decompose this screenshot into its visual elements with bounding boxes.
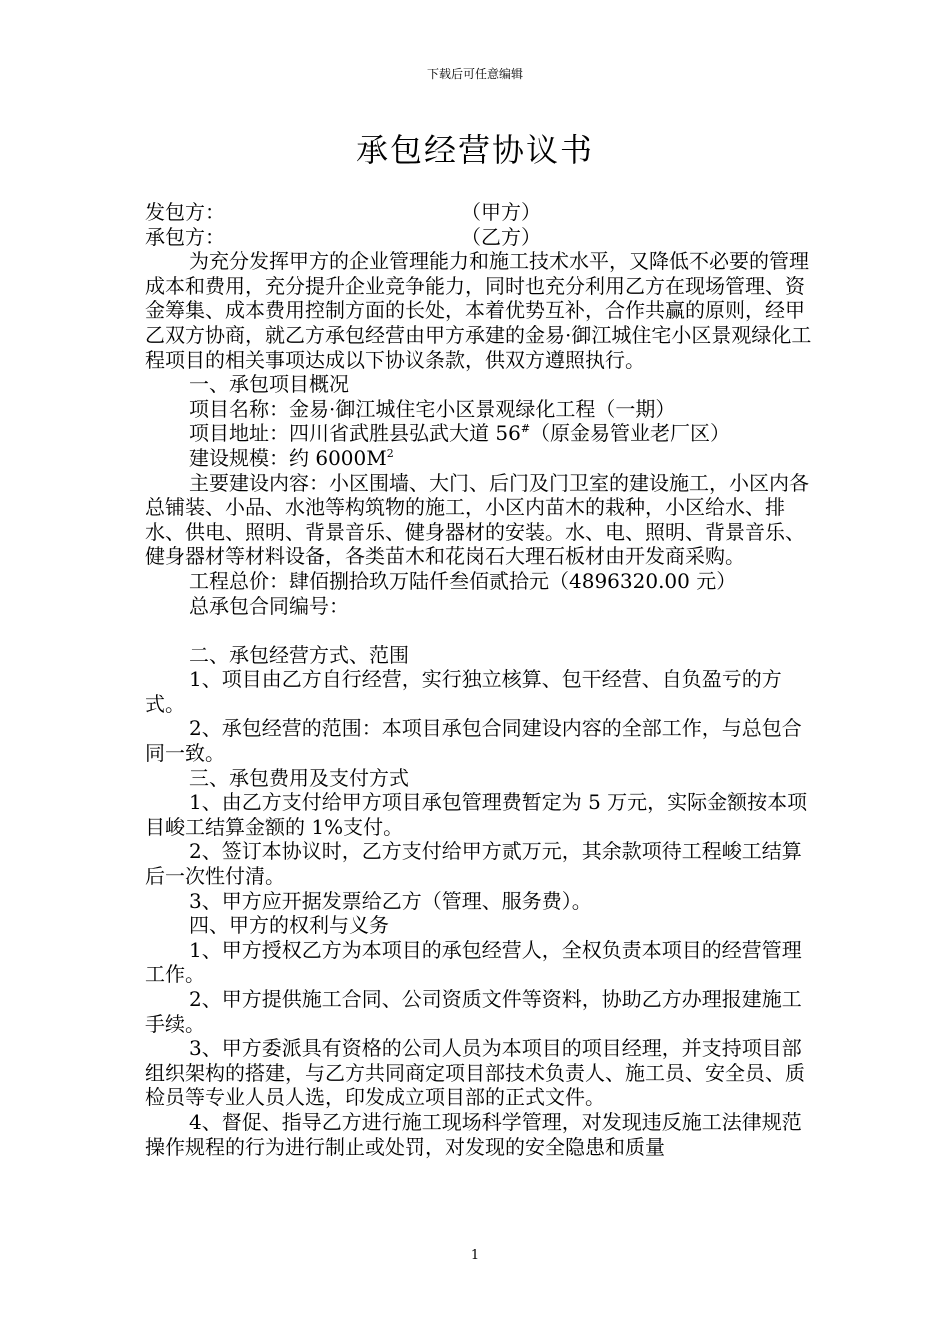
clause-paragraph: 1、由乙方支付给甲方项目承包管理费暂定为 5 万元，实际金额按本项目峻工结算金额的 1%支付。 xyxy=(145,790,808,839)
project-scale xyxy=(145,446,815,471)
section-heading-2: 二、承包经营方式、范围 xyxy=(189,642,409,667)
scale-superscript: 2 xyxy=(386,446,394,460)
clause-paragraph: 3、甲方应开据发票给乙方（管理、服务费）。 xyxy=(189,888,592,913)
party-row-contractor xyxy=(145,225,815,250)
section-heading-1: 一、承包项目概况 xyxy=(189,372,349,397)
page-header: 下载后可任意编辑 xyxy=(426,67,523,81)
page-number: 1 xyxy=(470,1248,480,1263)
clause-paragraph: 3、甲方委派具有资格的公司人员为本项目的项目经理，并支持项目部组织架构的搭建，与乙方共同商定项目部技术负责人、施工员、安全员、质检员等专业人员人选，印发成立项目部的正式文件。 xyxy=(145,1036,805,1110)
intro-paragraph: 为充分发挥甲方的企业管理能力和施工技术水平，又降低不必要的管理成本和费用，充分提升企业竞争能力，同时也充分利用乙方在现场管理、资金筹集、成本费用控制方面的长处，本着优势互补，合作共赢的原则，经甲乙双方协商，就乙方承包经营由甲方承建的金易·御江城住宅小区景观绿化工程项目的相关事项达成以下协议条款，供双方遵照执行。 xyxy=(145,249,812,372)
section-heading-4: 四、甲方的权利与义务 xyxy=(189,913,389,938)
clause-paragraph: 1、甲方授权乙方为本项目的承包经营人，全权负责本项目的经营管理工作。 xyxy=(145,937,802,987)
party-value: （乙方） xyxy=(461,224,541,249)
project-name: 项目名称：金易·御江城住宅小区景观绿化工程（一期） xyxy=(189,396,676,421)
party-value: （甲方） xyxy=(461,200,541,224)
contract-number: 总承包合同编号： xyxy=(189,593,349,618)
document-title: 承包经营协议书 xyxy=(355,131,594,169)
section-heading-3: 三、承包费用及支付方式 xyxy=(189,765,409,790)
address-text: 项目地址：四川省武胜县弘武大道 56 xyxy=(189,421,521,446)
blank-line xyxy=(145,618,815,643)
project-address xyxy=(145,421,815,446)
address-superscript: # xyxy=(520,422,531,436)
party-label: 承包方： xyxy=(145,224,225,249)
clause-paragraph: 4、督促、指导乙方进行施工现场科学管理，对发现违反施工法律规范操作规程的行为进行制止或处罚，对发现的安全隐患和质量 xyxy=(145,1109,802,1159)
party-row-employer xyxy=(145,200,815,225)
project-content: 主要建设内容：小区围墙、大门、后门及门卫室的建设施工，小区内各总铺装、小品、水池等构筑物的施工，小区内苗木的栽种，小区给水、排水、供电、照明、背景音乐、健身器材的安装。水、电、照明、背景音乐、健身器材等材料设备，各类苗木和花岗石大理石板材由开发商采购。 xyxy=(145,470,809,569)
clause-paragraph: 2、甲方提供施工合同、公司资质文件等资料，协助乙方办理报建施工手续。 xyxy=(145,987,802,1036)
clause-paragraph: 2、承包经营的范围：本项目承包合同建设内容的全部工作，与总包合同一致。 xyxy=(145,716,802,766)
party-label: 发包方： xyxy=(145,200,225,224)
project-price: 工程总价：肆佰捌拾玖万陆仟叁佰贰拾元（4896320.00 元） xyxy=(189,568,737,593)
document-body xyxy=(145,200,815,1159)
clause-paragraph: 1、项目由乙方自行经营，实行独立核算、包干经营、自负盈亏的方式。 xyxy=(145,667,782,716)
address-note: （原金易管业老厂区） xyxy=(530,421,731,446)
clause-paragraph: 2、签订本协议时，乙方支付给甲方贰万元，其余款项待工程峻工结算后一次性付清。 xyxy=(145,839,802,889)
scale-text: 建设规模：约 6000M xyxy=(189,445,387,470)
